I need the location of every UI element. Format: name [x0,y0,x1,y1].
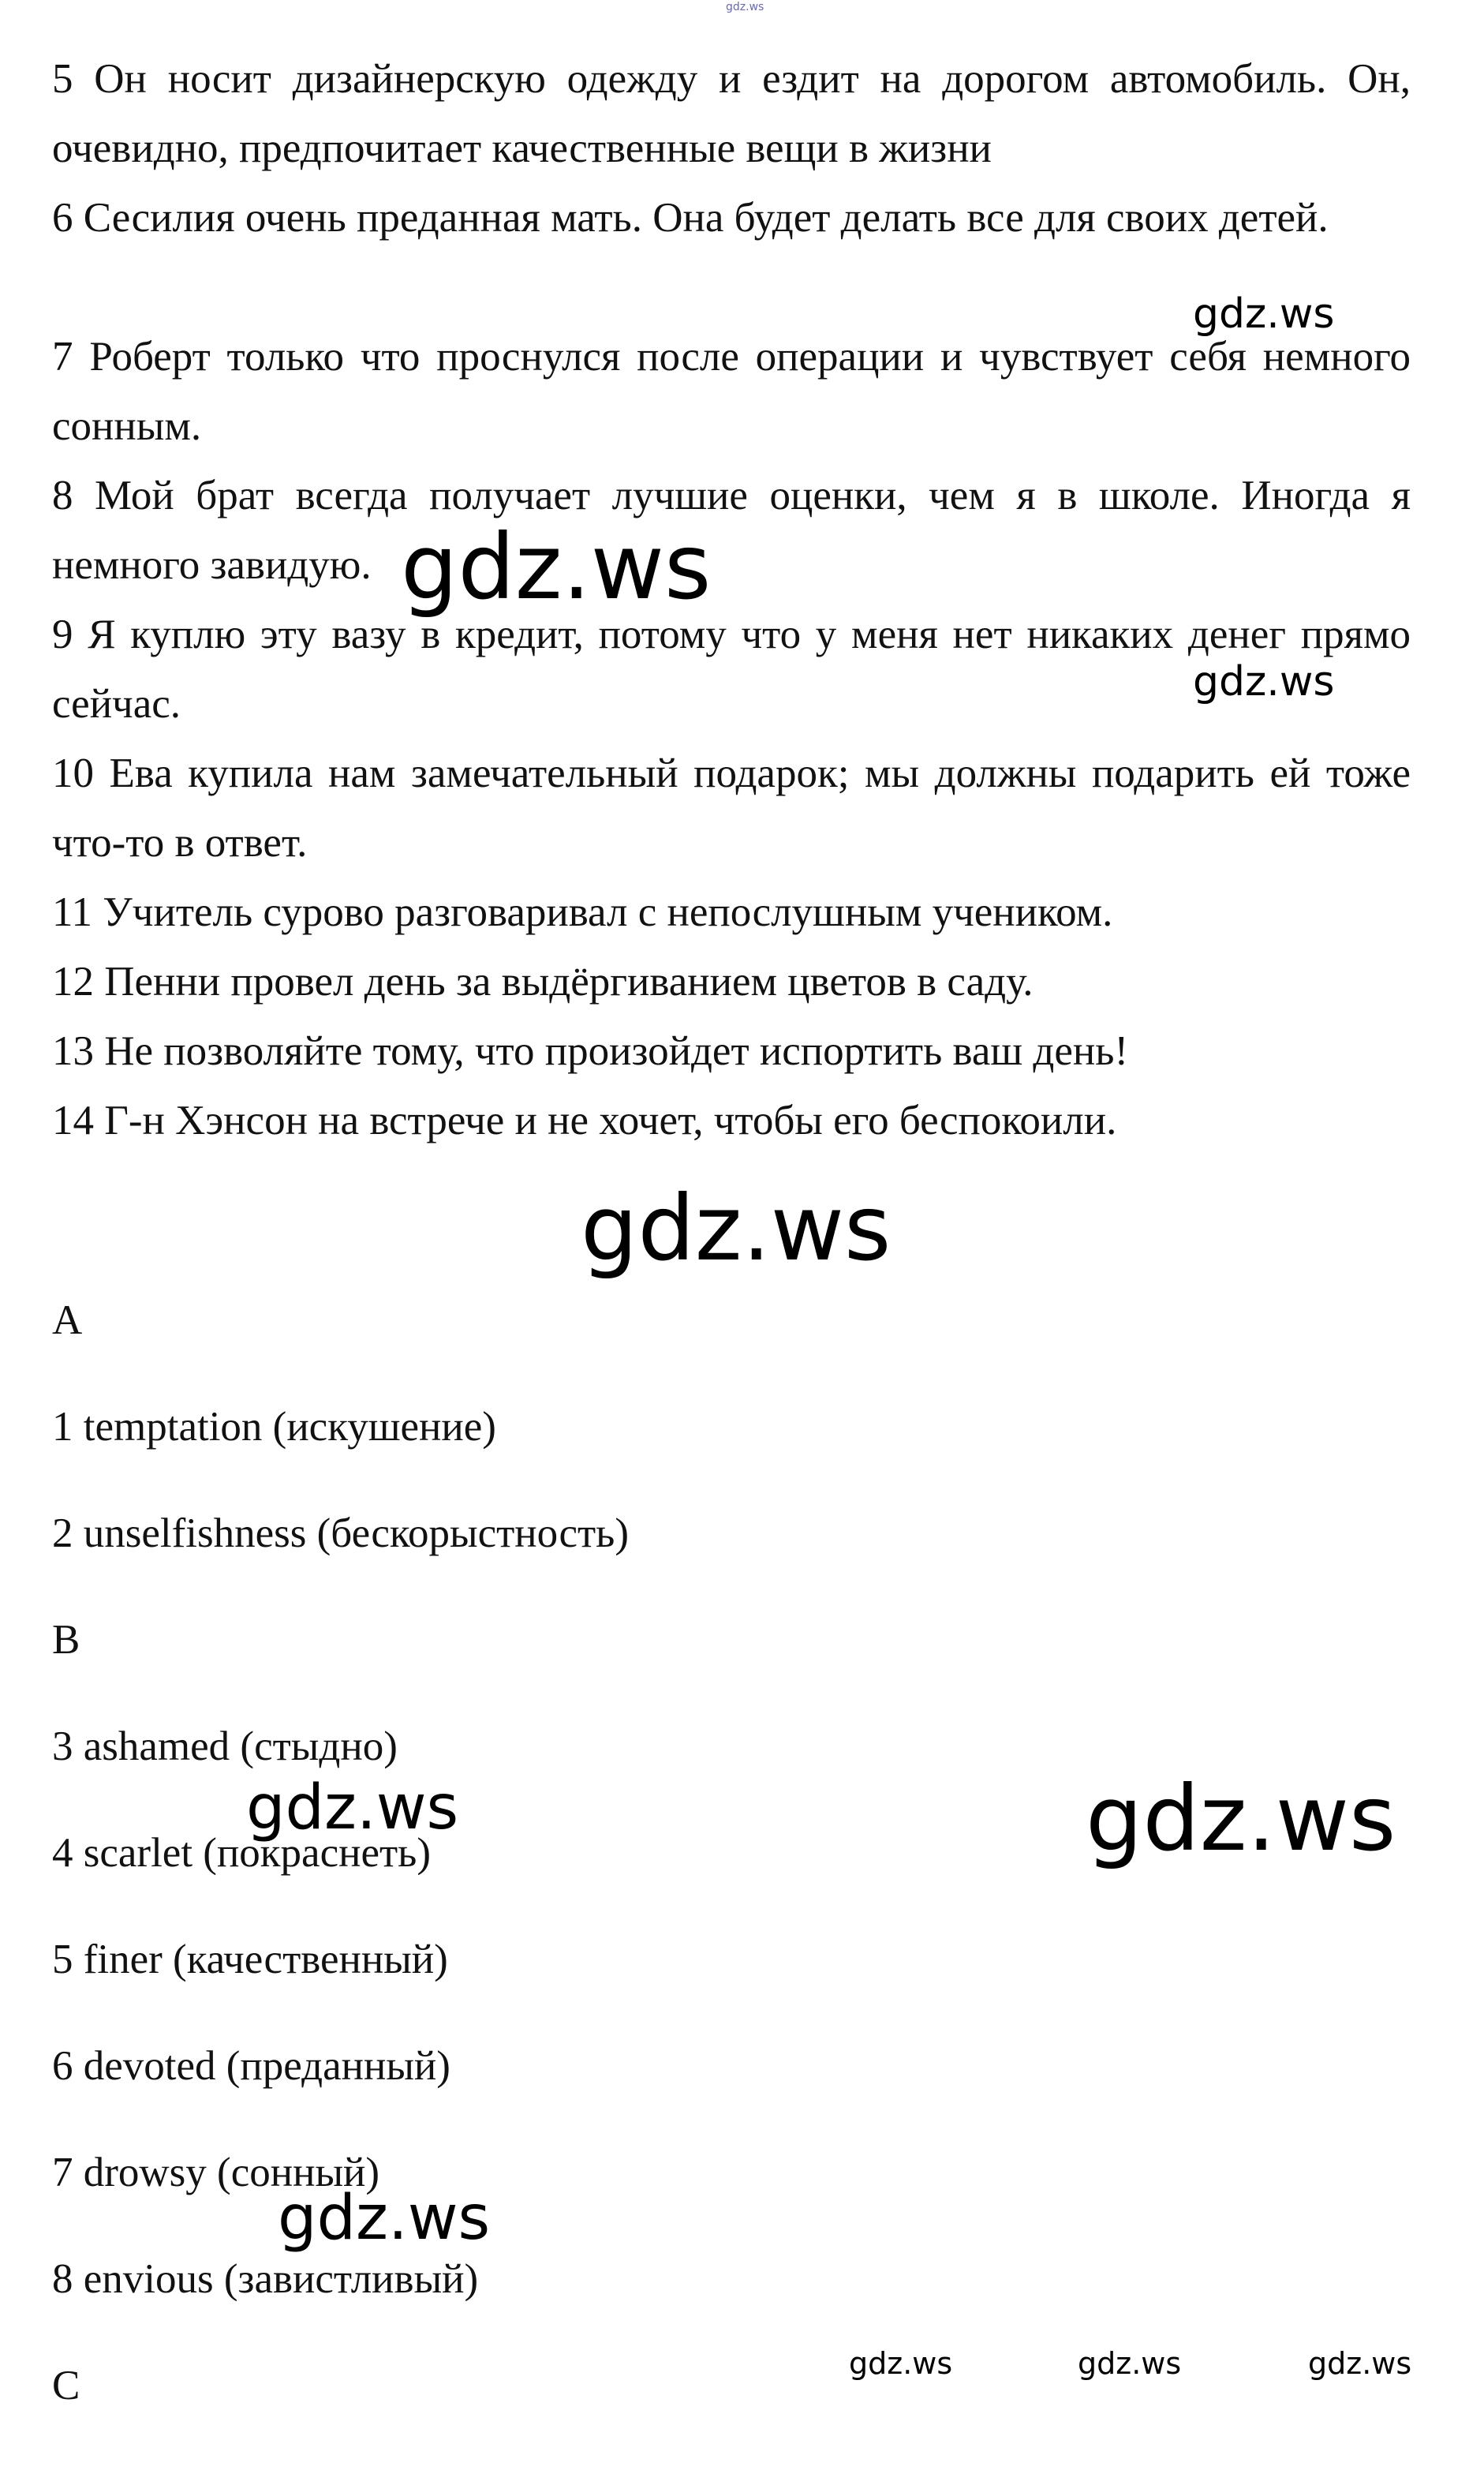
translation-8: 8 Мой брат всегда получает лучшие оценки, чем я в школе. Иногда я немного завидую. [52,473,1411,588]
watermark: gdz.ws [849,2346,953,2381]
watermark: gdz.ws [401,515,712,619]
translation-10: 10 Ева купила нам замечательный подарок; мы должны подарить ей тоже что-то в ответ. [52,750,1411,866]
watermark: gdz.ws [1308,2346,1412,2381]
translation-12: 12 Пенни провел день за выдёргиванием цветов в саду. [52,959,1034,1005]
answer-7: 7 drowsy (сонный) [52,2150,380,2195]
watermark: gdz.ws [1193,658,1335,705]
answer-6: 6 devoted (преданный) [52,2043,450,2089]
answer-8: 8 envious (завистливый) [52,2256,479,2302]
watermark: gdz.ws [278,2183,491,2254]
answer-3: 3 ashamed (стыдно) [52,1723,398,1769]
translation-6: 6 Сесилия очень преданная мать. Она будет делать все для своих детей. [52,195,1329,241]
answer-4: 4 scarlet (покраснеть) [52,1830,431,1876]
watermark: gdz.ws [1078,2346,1182,2381]
translation-7: 7 Роберт только что проснулся после операции и чувствует себя немного сонным. [52,334,1411,449]
watermark: gdz.ws [246,1772,459,1843]
section-label-b: B [52,1617,80,1663]
translation-13: 13 Не позволяйте тому, что произойдет испортить ваш день! [52,1028,1129,1074]
translation-11: 11 Учитель сурово разговаривал с непослушным учеником. [52,889,1113,935]
translation-9: 9 Я куплю эту вазу в кредит, потому что у меня нет никаких денег прямо сейчас. [52,612,1411,727]
section-label-a: A [52,1297,83,1343]
watermark: gdz.ws [1193,290,1335,338]
section-label-c: C [52,2363,80,2408]
translation-5: 5 Он носит дизайнерскую одежду и ездит на дорогом автомобиль. Он, очевидно, предпочитает качественные вещи в жизни [52,56,1411,171]
translation-14: 14 Г-н Хэнсон на встрече и не хочет, чтобы его беспокоили. [52,1098,1117,1143]
watermark-top: gdz.ws [726,1,764,13]
answer-1: 1 temptation (искушение) [52,1404,496,1450]
answer-2: 2 unselfishness (бескорыстность) [52,1510,629,1556]
watermark: gdz.ws [1086,1766,1396,1871]
watermark: gdz.ws [581,1176,892,1281]
answer-5: 5 finer (качественный) [52,1937,448,1982]
